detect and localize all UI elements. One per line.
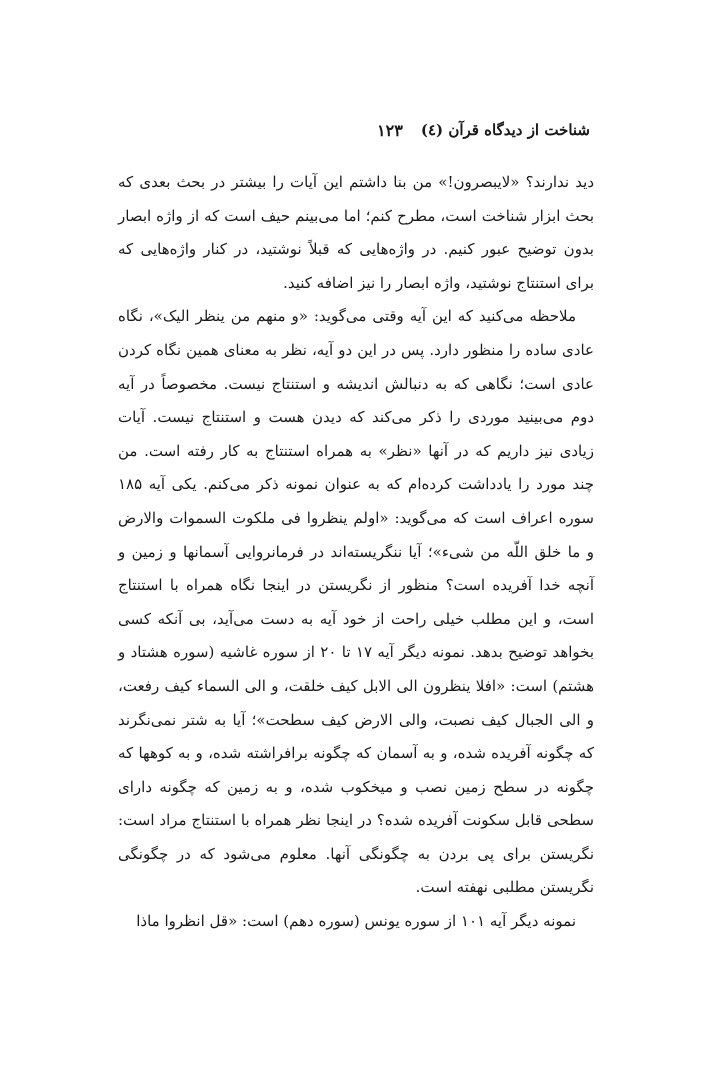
paragraph-2: ملاحظه می‌کنید که این آیه وقتی می‌گوید: «و منهم من ینظر الیک»، نگاه عادی ساده را منظور دارد. پس در این دو آیه، نظر به معنای همین نگاه کردن عادی است؛ نگاهی که به دنبالش اندیشه و استنتاج نیست. مخصوصاً در آیه دوم می‌بینید موردی را ذکر می‌کند که دیدن هست و استنتاج نیست. آیات زیادی نیز داریم که در آنها «نظر» به همراه استنتاج به کار رفته است. من چند مورد را یادداشت کرده‌ام که به عنوان نمونه ذکر می‌کنم. یکی آیه ۱۸۵ سوره اعراف است که می‌گوید: «اولم ینظروا فی ملکوت السموات والارض و ما خلق اللّه من شیء»؛ آیا ننگریسته‌اند در فرمانروایی آسمانها و زمین و آنچه خدا آفریده است؟ منظور از نگریستن در اینجا نگاه همراه با استنتاج است، و این مطلب خیلی راحت از خود آیه به دست می‌آید، بی آنکه کسی بخواهد توضیح بدهد. نمونه دیگر آیه ۱۷ تا ۲۰ از سوره غاشیه (سوره هشتاد و هشتم) است: «افلا ینظرون الی الابل کیف خلقت، و الی السماء کیف رفعت، و الی الجبال کیف نصبت، والی الارض کیف سطحت»؛ آیا به شتر نمی‌نگرند که چگونه آفریده شده، و به آسمان که چگونه برافراشته شده، و به کوهها که چگونه در سطح زمین نصب و میخکوب شده، و به زمین که چگونه دارای سطحی قابل سکونت آفریده شده؟ در اینجا نظر همراه با استنتاج مراد است: نگریستن برای پی بردن به چگونگی آنها. معلوم می‌شود که در چگونگی نگریستن مطلبی نهفته است. bbox=[118, 307, 594, 897]
paragraph-3: نمونه دیگر آیه ۱۰۱ از سوره یونس (سوره دهم) است: «قل انظروا ماذا bbox=[136, 912, 576, 931]
running-title: شناخت از دیدگاه قرآن (٤) bbox=[420, 121, 590, 139]
body-text bbox=[118, 166, 594, 939]
page-number: ۱۲۳ bbox=[377, 120, 403, 140]
paragraph-1: دید ندارند؟ «لایبصرون!» من بنا داشتم این آیات را بیشتر در بحث بعدی که بحث ابزار شناخت است، مطرح کنم؛ اما می‌بینم حیف است که از واژه ابصار بدون توضیح عبور کنیم. در واژه‌هایی که قبلاً نوشتید، در کنار واژه‌هایی که برای استنتاج نوشتید، واژه ابصار را نیز اضافه کنید. bbox=[118, 173, 594, 292]
running-header bbox=[120, 118, 590, 142]
